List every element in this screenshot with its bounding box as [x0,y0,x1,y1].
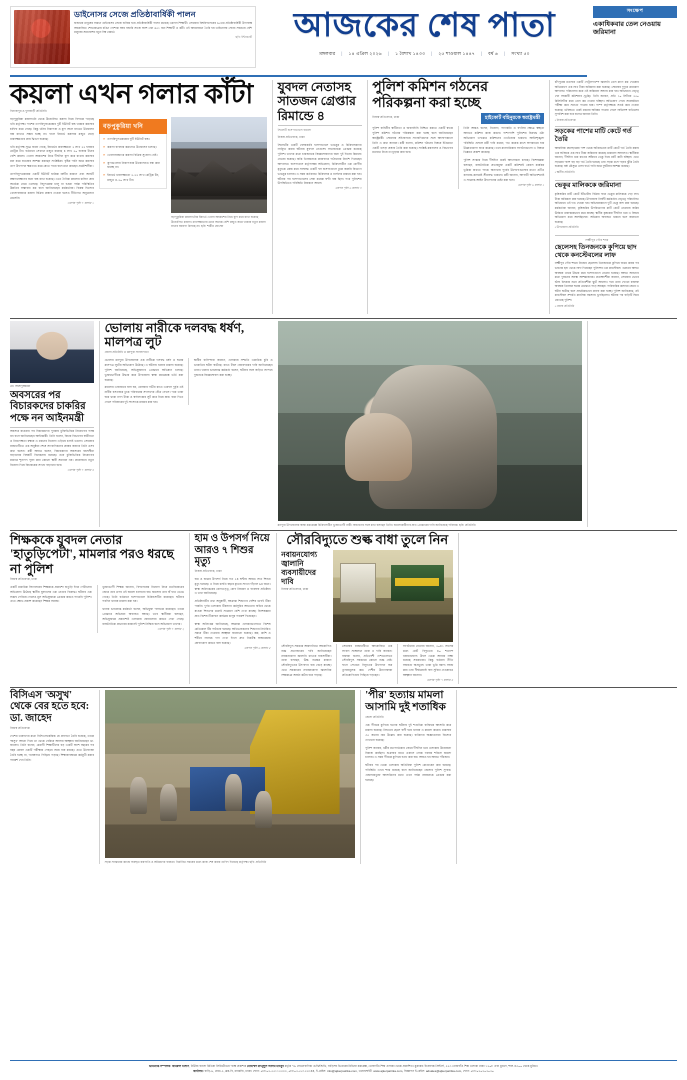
lead-body-1: বড়পুকুরিয়া কয়লাখনি থেকে উত্তোলিত কয়লা নিয়ে বিপাকে পড়েছে খনি কর্তৃপক্ষ। পাশের তাপবিদ্যুৎকেন্দ্রের দুটি ইউনিট বন্ধ থাকায় কয়লার চাহিদা কমে গেছে। কিন্তু খনির নিরাপত্তা ও কূপ সচল রাখতে উত্তোলন বন্ধ রাখাও সম্ভব হচ্ছে না। ফলে ইয়ার্ডে কয়লার মজুত বেড়ে ধারণক্ষমতার প্রায় দ্বিগুণ হয়েছে। [10,117,94,141]
measles-body-3: স্বাস্থ্য অধিদপ্তর জানিয়েছে, আক্রান্ত এলাকাগুলোতে বিশেষ মেডিকেল টিম পাঠানো হয়েছে। অভিভাবকদের শিশুদের নির্ধারিত সময়ে টিকা দেওয়ার আহ্বান জানানো হয়েছে। জ্বর, কাশি ও শরীরে লালচে দাগ দেখা দিলে দ্রুত নিকটস্থ স্বাস্থ্যকেন্দ্রে যোগাযোগ করতে বলা হয়েছে। [194,621,271,646]
measles-body-2: প্রতিষ্ঠানটির তথ্য অনুযায়ী, আক্রান্ত শিশুদের বেশির ভাগই টিকা পায়নি। দুর্গম এলাকায় টিকাদান কর্মসূচির আওতার বাইরে থেকে যাওয়া শিশুদের মধ্যেই সংক্রমণ বেশি দেখা যাচ্ছে। বিশেষজ্ঞরা দ্রুত বিশেষ টিকাদান কার্যক্রম চালুর পরামর্শ দিয়েছেন। [194,599,271,618]
dateline-hijri: ২৫ শাওয়াল ১৪৪৭ [438,51,475,56]
list-item [103,137,163,142]
bhola-body-2: মামলার এজাহারে বলা হয়, রোববার গভীর রাতে একদল দুর্বৃত্ত ওই নারীর বসতঘরে ঢুকে পরিবারের সদস্যদের বেঁধে ফেলে। পরে তারা ঘরে থাকা নগদ টাকা ও স্বর্ণালংকার লুট করে নিয়ে যায়। বাধা দিতে গেলে পরিবারের দুই সদস্যকে মারধর করা হয়। [104,385,184,404]
promo-credit: ছবি: ইন্টারনেট [235,34,252,39]
teacher-byline: নিজস্ব প্রতিবেদক, ঢাকা [10,576,38,581]
police-continued[interactable]: এরপর পৃষ্ঠা ৬ কলাম ১ [517,182,545,187]
lead-byline: দিনাজপুর ও ফুলবাড়ী প্রতিনিধি [10,109,47,114]
pir-headline[interactable]: 'পীর' হত্যায় মামলা আসামি দুই শতাধিক [365,689,446,714]
second-band [10,321,677,528]
solar-body-2: সোমবার রাজধানীতে আয়োজিত এক সংবাদ সম্মেলনে তারা এ দাবি জানান। বক্তারা বলেন, প্রতিবেশী দেশগুলোতে সৌরবিদ্যুৎ সরঞ্জামে কোনো শুল্ক নেই। ফলে সেখানে বিদ্যুতের উৎপাদন ব্যয় তুলনামূলক কম। দেশীয় উদ্যোক্তারা প্রতিযোগিতায় পিছিয়ে পড়ছেন। [342,643,393,678]
measles-continued[interactable]: এরপর পৃষ্ঠা ৬ কলাম ৫ [244,646,271,651]
briefs-sidebar-lower [593,321,677,528]
measles-story [195,533,271,684]
footer-office-label: কার্যালয়: [193,1068,204,1073]
masthead-rule [10,75,587,77]
road-photo-block [105,690,355,865]
brief-source: • স্থানীয় প্রতিনিধি [554,169,575,174]
bcs-story [10,690,94,865]
bullet-text: তাপবিদ্যুৎকেন্দ্রের দুটি ইউনিট বন্ধ। [107,137,150,142]
teacher-continued[interactable]: এরপর পৃষ্ঠা ৭ কলাম ২ [157,626,184,631]
brief-headline[interactable]: সড়কের পাশের মাটি কেটে গর্ত তৈরি [554,128,632,144]
police-body-3: পুলিশ সংস্কার নিয়ে দীর্ঘদিন ধরেই আলোচনা চলছে। বিশেষজ্ঞরা বলছেন, রাজনৈতিক প্রভাবমুক্ত একটি কমিশনই কেবল কার্যকর ভূমিকা রাখতে পারে। অন্যথায় পূর্বের উদ্যোগগুলোর মতো এটিও কাগজে-কলমেই সীমাবদ্ধ থাকবে। মন্ত্রী জানান, আগামী অধিবেশনেই এ সংক্রান্ত আইন উত্থাপনের চেষ্টা করা হবে। [463,158,545,182]
bhola-story [105,321,583,528]
footer-contact [10,1069,677,1074]
pir-body-1: এক পীরকে কুপিয়ে হত্যার ঘটনায় দুই শতাধিক ব্যক্তিকে আসামি করে মামলা হয়েছে। নিহতের ছেলে বাদী হয়ে থানায় এ মামলা করেন। মামলায় ৩৫ জনের নাম উল্লেখ করা হয়েছে। বাকিদের অজ্ঞাতনামা হিসেবে দেখানো হয়েছে। [365,723,452,742]
third-band [10,533,677,684]
solar-photo [333,550,453,642]
brief-headline[interactable]: ভেকুর মালিককে জরিমানা [554,182,621,190]
solar-headline[interactable]: সৌরবিদ্যুতে শুল্ক বাধা তুলে নিন [286,532,449,548]
list-item[interactable] [555,128,639,175]
jubdal-continued[interactable]: এরপর পৃষ্ঠা ৬ কলাম ৩ [335,186,362,191]
solar-body-3: সংগঠনের নেতারা জানান, ২০৪১ সালের মধ্যে মোট বিদ্যুতের ৪০ শতাংশ নবায়নযোগ্য উৎস থেকে আনার লক্ষ্য রয়েছে সরকারের। কিন্তু বর্তমান নীতি সহায়তা অপ্রতুল। তারা ভূমি বরাদ্দ সহজ করা এবং দীর্ঘমেয়াদি ঋণ সুবিধা দেওয়ারও আহ্বান জানান। [402,643,454,678]
briefs-header: সংক্ষেপ [593,6,677,18]
minister-body: অবসরে যাওয়ার পর বিচারকদের পুনরায় চুক্তিভিত্তিক নিয়োগের পক্ষে নন বলে জানিয়েছেন আইনমন্ত্রী। তিনি বলেন, বিচার বিভাগের স্বাধীনতা ও নিরপেক্ষতা রক্ষায় এ ধরনের নিয়োগ এড়িয়ে চলাই ভালো। সোমবার রাজধানীতে এক অনুষ্ঠান শেষে সাংবাদিকদের প্রশ্নের জবাবে তিনি এসব কথা বলেন। মন্ত্রী আরও বলেন, বিচারকদের অবসরের বয়সসীমা বাড়ানোর বিষয়টি বিবেচনায় রয়েছে। তবে চুক্তিভিত্তিক নিয়োগের মাধ্যমে শূন্যপদ পূরণ করা কোনো স্থায়ী সমাধান নয়। প্রয়োজনে নতুন নিয়োগ দিয়ে বিচারকের সংখ্যা বাড়ানো হবে। [10,429,94,468]
dateline-bengali: ১ বৈশাখ ১৪৩৩ [395,51,426,56]
list-item [103,161,163,171]
bullet-text: খোলাবাজারে কয়লা বিক্রির সুযোগ নেই। [107,152,158,157]
footer-editor-name: কামরুল হাসান [171,1063,190,1068]
teacher-headline[interactable]: শিক্ষককে যুবদল নেতার 'হাতুড়িপেটা', মামলার পরও ধরছে না পুলিশ [10,533,174,576]
bhola-headline[interactable]: ভোলায় নারীকে দলবদ্ধ ধর্ষণ, মালপত্র লুট [104,320,245,349]
solar-byline: নিজস্ব প্রতিবেদক, ঢাকা [281,587,309,591]
brief-headline[interactable]: ছেলেসহ তিনজনকে কুপিয়ে ছাদ থেকে কনস্টেবলের লাফ [554,243,637,259]
solar-body-1: সৌরবিদ্যুৎ সরঞ্জাম আমদানিতে আরোপিত শুল্ক প্রত্যাহারের দাবি জানিয়েছেন নবায়নযোগ্য জ্বালানি খাতের ব্যবসায়ীরা। তারা বলছেন, উচ্চ শুল্কের কারণে সৌরবিদ্যুতের উৎপাদন ব্যয় বেড়ে যাচ্ছে। এতে সরকারের নবায়নযোগ্য জ্বালানির লক্ষ্যমাত্রা অর্জন কঠিন হয়ে পড়ছে। [281,643,332,678]
bullet-icon: » [103,159,106,165]
briefs-column-header [593,6,677,41]
brief-source: • উপজেলা প্রতিনিধি [554,225,579,230]
bullet-icon: » [103,172,106,178]
lead-headline[interactable]: কয়লা এখন গলার কাঁটা [10,79,253,110]
footer-publisher: মোহাম্মদ মাহমুদুল আলম মাহবুব [246,1063,284,1068]
police-body-2: তিনি আরও বলেন, নিয়োগ, পদোন্নতি ও বদলির ক্ষেত্রে স্বচ্ছতা আনতে কমিশন কাজ করবে। পাশাপাশি পুলিশের বিরুদ্ধে ওঠা অভিযোগ তদন্তেও কমিশনের এখতিয়ার থাকবে। আইনশৃঙ্খলা পরিস্থিতি প্রসঙ্গে মন্ত্রী দাবি করেন, গত কয়েক মাসে অপরাধের হার উল্লেখযোগ্য হারে কমেছে। তবে মানবাধিকার সংগঠনগুলো এ বিষয়ে ভিন্নমত প্রকাশ করেছে। [463,126,545,155]
footer [10,1060,677,1075]
bcs-headline[interactable]: বিসিএস 'অসুখ' থেকে বের হতে হবে: ডা. জাহেদ [10,689,90,725]
solar-subhead: নবায়নযোগ্য জ্বালানি ব্যবসায়ীদের দাবি [281,549,317,586]
dateline-day: মঙ্গলবার [319,51,336,56]
measles-byline: নিজস্ব প্রতিবেদক, ঢাকা [194,568,222,573]
brief-headline[interactable]: একাধিকবার তেল নেওয়ায় জরিমানা [593,21,661,36]
column-divider [367,80,368,313]
police-tag: হাইকোর্ট বহিনুরকে স্বরাষ্ট্রমন্ত্রী [481,113,544,124]
bullet-icon: » [103,144,106,150]
briefs-sidebar [555,80,639,313]
jubdal-body: সিলেটের একটি বেসরকারি হাসপাতালে ভাঙচুর ও চিকিৎসকদের লাঞ্ছিত করার ঘটনায় যুবদল নেতাসহ সাতজনকে গ্রেপ্তার করেছে পুলিশ। তাদের মধ্যে চারজনকে জিজ্ঞাসাবাদের জন্য দুই দিনের রিমান্ডে নেওয়া হয়েছে। বাকি তিনজনকে কারাগারে পাঠানোর নির্দেশ দিয়েছেন আদালত। হাসপাতাল কর্তৃপক্ষের অভিযোগ, চিকিৎসাধীন এক রোগীর মৃত্যুকে কেন্দ্র করে সংঘবদ্ধ একটি দল হাসপাতালে ঢুকে জরুরি বিভাগে ভাঙচুর চালায়। এ সময় কর্তব্যরত চিকিৎসক ও নার্সদের মারধর করা হয়। ঘটনার পর হাসপাতালের সেবা কয়েক ঘণ্টা বন্ধ ছিল। পরে পুলিশের উপস্থিতিতে পরিস্থিতি নিয়ন্ত্রণে আসে। [277,142,362,186]
lead-continued[interactable]: এরপর পৃষ্ঠা ৭ কলাম ১ [67,201,94,206]
teacher-body-3: থানার ভারপ্রাপ্ত কর্মকর্তা বলেন, অভিযুক্ত পলাতক রয়েছেন। তাকে গ্রেপ্তারে অভিযান অব্যাহত আছে। তবে স্থানীয়রা বলছেন, অভিযুক্তকে প্রকাশ্যেই এলাকায় ঘোরাফেরা করতে দেখা গেছে। রাজনৈতিক প্রভাবের কারণেই পুলিশ নিষ্ক্রিয় বলে অভিযোগ তাদের। [102,607,184,626]
jubdal-byline: নিজস্ব প্রতিবেদক, ঢাকা [277,134,305,139]
police-story [372,80,544,313]
police-byline: নিজস্ব প্রতিবেদক, ঢাকা [372,115,400,120]
column-divider [456,690,457,865]
main-content [10,80,677,313]
lead-photo [171,117,267,213]
list-item [103,145,163,150]
dateline-year: বর্ষ ৬ [488,51,498,56]
list-item[interactable] [555,238,639,310]
bullet-text: কয়লা ব্যবহার কমলেও উত্তোলন চলছে। [107,145,157,150]
masthead-title: আজকের শেষ পাতা [293,8,556,44]
measles-headline[interactable]: হাম ও উপসর্গ নিয়ে আরও ৭ শিশুর মৃত্যু [194,533,270,568]
brief-text: আঞ্চলিক মহাসড়কের পাশ থেকে অবৈধভাবে মাটি কেটে গর্ত তৈরি করায় এক ব্যক্তিকে এক লাখ টাকা জরিমানা করেছে ভ্রাম্যমাণ আদালত। স্থানীয়রা জানান, দীর্ঘদিন ধরে রাতের আঁধারে ভেকু দিয়ে মাটি কাটা হচ্ছিল। এতে সড়কের পাশে বড় বড় গর্ত তৈরি হয়েছে এবং সড়ক ধসে পড়ার ঝুঁকি তৈরি হয়েছে। বর্ষা মৌসুমে এসব গর্তে পানি জমে দুর্ঘটনার আশঙ্কা রয়েছে। [554,145,639,169]
brief-text: কৃষিজমির মাটি কেটে ইটভাটায় বিক্রির দায়ে ভেকুর মালিককে দেড় লাখ টাকা জরিমানা করা হয়েছে। উপজেলা নির্বাহী কর্মকর্তার নেতৃত্বে পরিচালিত অভিযানে এই দণ্ড দেওয়া হয়। অভিযানকালে দুটি ভেকু জব্দ করা হয়েছে। কর্মকর্তারা জানান, কৃষিজমির উপরিভাগের মাটি কেটে নেওয়ায় জমির উর্বরতা মারাত্মকভাবে কমে যাচ্ছে। স্থানীয় কৃষকেরা দীর্ঘদিন ধরে এ বিষয়ে অভিযোগ করে আসছিলেন। অভিযান অব্যাহত থাকবে বলে জানানো হয়েছে। [554,192,639,224]
briefs-sidebar-lower-2 [464,533,548,684]
footer-rest: কর্তৃক ৭৯ সেগুনবাগিচা এ/বি/সি/ডি, বাড়িসহ ভিতরের মিডিয়া কমপ্লেক্স, তেজগাঁও শিল্প এলাকা থেকে প্রকাশিত। মুদ্রাকর: ইত্তেফাক প্রিন্টার্স, ২২৩ তেজগাঁও শিল্প এলাকা ঢাকা ১২০৮ এবং মুদ্রণে, শরৎ ৪৩০০ থেকে মুদ্রিত। [284,1063,539,1068]
briefs-sidebar-lower-3 [462,690,546,865]
minister-headline[interactable]: অবসরের পর বিচারকদের চাকরির পক্ষে নন আইনমন্ত্রী [10,389,86,424]
pir-body-3: ঘটনার পর থেকে এলাকায় অতিরিক্ত পুলিশ মোতায়েন করা হয়েছে। পরিস্থিতি এখন শান্ত রয়েছে বলে জানিয়েছেন জেলার পুলিশ সুপার। এজাহারভুক্ত আসামিদের মধ্যে এখন পর্যন্ত নয়জনকে গ্রেপ্তার করা হয়েছে। [365,763,452,782]
jubdal-kicker: সিলেটি হাসপাতালে হামলা [277,127,312,132]
lead-text-column [10,117,94,229]
solar-continued[interactable]: এরপর পৃষ্ঠা ৭ কলাম ৫ [426,677,454,682]
bhola-photo-caption: মনপুরা উপজেলার স্বাস্থ্য কমপ্লেক্সে চিকিৎসাধীন ভুক্তভোগী নারী। স্বজনদের সঙ্গে কথা বলছেন তিনি। হামলাকারীদের দ্রুত গ্রেপ্তারের দাবি জানিয়েছে পরিবার। ছবি: প্রতিনিধি [277,522,476,527]
minister-continued[interactable]: এরপর পৃষ্ঠা ৭ কলাম ৪ [67,468,94,472]
masthead [264,6,585,58]
road-photo [105,690,355,858]
promo-box[interactable] [10,6,256,68]
teacher-story [10,533,184,684]
brief-kicker: লক্ষ্মীপুর পৌর শহর [585,237,609,242]
column-divider [272,80,273,313]
dateline-issue: সংখ্যা ৫০ [511,51,530,56]
footer-editor-label: ভারপ্রাপ্ত সম্পাদক: [148,1063,172,1068]
teacher-body-1: একটি মাধ্যমিক বিদ্যালয়ের শিক্ষককে প্রকাশ্যে হাতুড়ি দিয়ে পেটানোর অভিযোগ উঠেছে স্থানীয় যুবদলের এক নেতার বিরুদ্ধে। ঘটনার এক সপ্তাহ পেরিয়ে গেলেও মূল অভিযুক্তকে গ্রেপ্তার করতে পারেনি পুলিশ। এতে ক্ষোভ প্রকাশ করেছেন শিক্ষক সমাজ। [10,584,92,604]
bullet-text: কূপগুলোর নিরাপত্তায় উত্তোলনও বন্ধ করা যাচ্ছে না। [107,160,160,170]
lead-factbox [99,119,167,189]
bhola-body-1: ভোলার মনপুরা উপজেলায় এক নারীকে দলবদ্ধ ধর্ষণ ও ঘরের মালপত্র লুটের অভিযোগ উঠেছে। এ ঘটনায় থানায় মামলা হয়েছে। পুলিশ জানিয়েছে, অভিযুক্তদের গ্রেপ্তারে অভিযান চলছে। ভুক্তভোগীকে উদ্ধার করে উপজেলা স্বাস্থ্য কমপ্লেক্সে ভর্তি করা হয়েছে। [104,358,184,382]
jubdal-story [278,80,362,313]
jubdal-headline[interactable]: যুবদল নেতাসহ সাতজন গ্রেপ্তার রিমান্ডে ৪ [277,80,356,123]
dateline-gregorian: ১৪ এপ্রিল ২০২৬ [348,51,382,56]
lead-body-2: খনি কর্তৃপক্ষ সূত্রে জানা গেছে, ইয়ার্ডের ধারণক্ষমতা ২ লাখ ২২ হাজার মেট্রিক টন। বর্তমানে সেখানে মজুত রয়েছে ৪ লাখ ২০ হাজার টনের বেশি কয়লা। খোলা আকাশের নিচে দীর্ঘদিন স্তূপ করে রাখায় কয়লার মান কমে যাওয়ার আশঙ্কা করছেন সংশ্লিষ্টরা। বৃষ্টির পানি জমে কয়লার তাপ উৎপাদন ক্ষমতাও কমে যেতে পারে বলে মনে করছেন প্রকৌশলীরা। [10,144,94,168]
column-divider [587,321,588,528]
minister-photo-caption: মো. আসাদুজ্জামান [10,383,31,388]
lead-photo-caption: বড়পুকুরিয়া কয়লাখনির ইয়ার্ডে খোলা আকাশের নিচে স্তূপ করে রাখা হয়েছে উত্তোলিত কয়লা। ধারণক্ষমতার চেয়ে অনেক বেশি মজুত জমে থাকায় নতুন কয়লা রাখার জায়গা মিলছে না। ছবি: শামীম হোসেন [171,215,266,229]
bcs-byline: নিজস্ব প্রতিবেদক [10,725,30,730]
dateline: মঙ্গলবার | ১৪ এপ্রিল ২০২৬ | ১ বৈশাখ ১৪৩৩ | ২৫ শাওয়াল ১৪৪৭ | বর্ষ ৬ | সংখ্যা ৫০ [264,50,585,58]
bullet-text: ইয়ার্ডে ধারণক্ষমতা ২.২২ লাখ মেট্রিক টন, মজুত ৪.২০ লাখ টন। [107,173,160,183]
police-headline[interactable]: পুলিশ কমিশন গঠনের পরিকল্পনা করা হচ্ছে [372,80,488,112]
footer-office-text: বাড়ি-৯, রোড-২, ব্লক-বি, ধানমন্ডি, ঢাকা। ফোন: +৮৮০২-৫৫১১২২৩৩, +৮৮০২-৫৫১২২৩৪৪, ই-মেইল: info@ajkerpatrika.com, ওয়েবসাইট: www.ajkerpatrika.com, বিজ্ঞাপন ই-মেইল: adsales@ajkerpatrika.com, ফোন: +৮৮০২০২০২০২০ [204,1068,494,1073]
lead-body-3: তাপবিদ্যুৎকেন্দ্রের একটি ইউনিট যান্ত্রিক ত্রুটির কারণে এবং অন্যটি রক্ষণাবেক্ষণের জন্য বন্ধ রাখা হয়েছে। এতে দৈনিক কয়লার চাহিদা প্রায় অর্ধেকে নেমে এসেছে। বিদ্যুৎকেন্দ্র চালু না হওয়া পর্যন্ত পরিস্থিতির উন্নতির সম্ভাবনা কম বলে জানিয়েছেন কর্মকর্তারা। বিকল্প হিসেবে খোলাবাজারে কয়লা বিক্রির প্রস্তাব দেওয়া হলেও নীতিগত অনুমোদন মেলেনি। [10,171,94,201]
top-strip [10,6,677,72]
column-divider [99,321,100,528]
pir-byline: জেলা প্রতিনিধি [365,715,384,720]
brief-source: • জেলা প্রতিনিধি [554,303,575,308]
column-divider [360,690,361,865]
road-photo-caption: সড়ক সংস্কারের কাজে ব্যবহৃত যন্ত্রপাতি ও শ্রমিকদের ব্যস্ততা। নির্ধারিত সময়ের মধ্যে কাজ শেষ করার তাগিদ দিয়েছে কর্তৃপক্ষ। ছবি: প্রতিনিধি [104,859,267,864]
bcs-body: দেশের তরুণদের মধ্যে বিসিএসকেন্দ্রিক যে প্রবণতা তৈরি হয়েছে, তাকে 'অসুখ' আখ্যা দিয়ে তা থেকে বেরিয়ে আসার আহ্বান জানিয়েছেন ডা. জাহেদ। তিনি বলেন, মেধাবী শিক্ষার্থীদের বড় একটি অংশ বছরের পর বছর কেবল একটি পরীক্ষার পেছনে সময় ব্যয় করছে। এতে উদ্যোক্তা তৈরি হচ্ছে না, গবেষণাও পিছিয়ে পড়ছে। শিক্ষাব্যবস্থাকে কর্মমুখী করার পরামর্শ দেন তিনি। [10,733,94,762]
column-divider [276,533,277,684]
solar-story [281,533,453,684]
bhola-byline: জেলা প্রতিনিধি ও মনপুরা সংবাদদাতা [104,350,149,355]
brief-source: • নিজস্ব প্রতিবেদক [554,117,576,122]
bhola-photo [278,321,583,521]
column-divider [99,690,100,865]
column-divider [549,80,550,313]
promo-photo [14,10,70,64]
footer-mid: , নিউজ বাংলা মিডিয়া লিমিটেডের পক্ষে প্রকাশক [189,1063,247,1068]
column-divider [189,533,190,684]
column-divider [458,533,459,684]
pir-story [365,690,451,865]
promo-headline: ডাইনোসর সেজে প্রতিষ্ঠাবার্ষিকী পালন [74,10,196,19]
brief-text: চাঁদপুরের মতলবে একটি পেট্রলপাম্পে জ্বালানি তেল মাপে কম দেওয়ার অভিযোগে এক লাখ টাকা জরিমানা করা হয়েছে। সোমবার দুপুরে ভ্রাম্যমাণ আদালত পরিচালনা করে এই জরিমানা আদায় করা হয়। অভিযানে নেতৃত্ব দেন সহকারী কমিশনার (ভূমি)। তিনি জানান, প্রতি ১০ লিটারে ২৫০ মিলিলিটার করে তেল কম দেওয়া হচ্ছিল। অভিযোগ পেয়ে সরেজমিনে পরীক্ষা করে সত্যতা পাওয়া যায়। পাম্প কর্তৃপক্ষকে সতর্ক করে দেওয়া হয়েছে। ভবিষ্যতে একই ধরনের অনিয়ম পাওয়া গেলে লাইসেন্স বাতিলের সুপারিশ করা হবে বলেও জানান তিনি। [554,80,639,117]
bullet-icon: » [103,151,106,157]
minister-photo [10,321,94,383]
minister-story [10,321,94,528]
list-item[interactable] [555,182,639,231]
lead-tag: বড়পুকুরিয়া খনি [99,119,167,134]
measles-body-1: হাম ও হামের উপসর্গ নিয়ে গত ২৪ ঘণ্টায় আরও সাত শিশুর মৃত্যু হয়েছে। এ নিয়ে চলতি বছরে মৃতের সংখ্যা দাঁড়াল ৬৪ জনে। স্বাস্থ্য অধিদপ্তরের রোগতত্ত্ব, রোগ নিয়ন্ত্রণ ও গবেষণা প্রতিষ্ঠান এ তথ্য জানিয়েছে। [194,576,271,596]
teacher-body-2: ভুক্তভোগী শিক্ষক জানান, বিদ্যালয়ের নিয়োগ নিয়ে মতবিরোধের জেরে তার ওপর এই হামলা চালানো হয়। হামলায় তার বাঁ হাত ভেঙে গেছে। তিনি বর্তমানে হাসপাতালে চিকিৎসাধীন রয়েছেন। ঘটনার পরদিন থানায় মামলা করা হয়। [102,584,184,604]
list-item [103,153,163,158]
lead-bullet-list [99,134,167,189]
list-item [103,173,163,183]
bhola-body-3: স্থানীয় বাসিন্দারা জানান, এলাকায় সম্প্রতি একাধিক চুরি ও ডাকাতির ঘটনা ঘটেছে। রাতে টহল জোরদারের দাবি জানিয়েছেন তারা। থানার ভারপ্রাপ্ত কর্মকর্তা বলেন, ঘটনার সঙ্গে জড়িত সন্দেহে দুজনকে জিজ্ঞাসাবাদ করা হচ্ছে। [193,358,273,377]
promo-text: হাজারো মানুষের সামনে ডাইনোসর সেজে হাজির হয়ে প্রতিষ্ঠাবার্ষিকী পালন করেছে একদল শিক্ষার্থী। সোমবার বিশ্ববিদ্যালয়ের ৬৫তম প্রতিষ্ঠাবার্ষিকী উপলক্ষে আয়োজিত শোভাযাত্রায় রঙিন পোশাক আর বাহারি সাজে অংশ নেন ৬৫১ জন শিক্ষার্থী ও কর্মী। এই আয়োজনে তৈরি হয় ডাইনোসর সেজে সবচেয়ে বেশি মানুষের সমাবেশের নতুন বিশ্ব রেকর্ড। [74,21,252,35]
brief-text: লক্ষ্মীপুর পৌর শহরে নিজের ছেলেসহ তিনজনকে কুপিয়ে জখম করার পর ভবনের ছাদ থেকে লাফ দিয়েছেন পুলিশের এক কনস্টেবল। গুরুতর আহত অবস্থায় তাকে উদ্ধার করে হাসপাতালে নেওয়া হয়েছে। আহত অন্যদের মধ্যে দুজনের অবস্থা আশঙ্কাজনক। প্রত্যক্ষদর্শীরা জানান, সোমবার ভোরে হঠাৎ চিৎকার শুনে প্রতিবেশীরা ছুটে আসেন। পরে তারা দেখেন রক্তাক্ত অবস্থায় তিনজন ঘরের মেঝেতে পড়ে আছেন। পারিবারিক কলহের জেরে এ ঘটনা ঘটেছে বলে প্রাথমিকভাবে ধারণা করা হচ্ছে। পুলিশ জানিয়েছে, ওই কনস্টেবল সম্প্রতি মানসিক সমস্যায় ভুগছিলেন। ঘটনার পর বাড়িটি ঘিরে রেখেছে পুলিশ। [554,261,639,302]
fourth-band [10,690,677,865]
police-body-1: পুলিশ বাহিনীর স্বাধীনতা ও জবাবদিহি নিশ্চিত করতে একটি স্বতন্ত্র পুলিশ কমিশন গঠনের পরিকল্পনা করা হচ্ছে বলে জানিয়েছেন স্বরাষ্ট্রমন্ত্রী। সোমবার সচিবালয়ে সাংবাদিকদের সঙ্গে আলাপকালে তিনি এ কথা জানান। মন্ত্রী বলেন, কমিশন গঠনের বিষয়ে ইতিমধ্যে একটি খসড়া প্রস্তাব তৈরি করা হয়েছে। সংশ্লিষ্ট মন্ত্রণালয় ও বিভাগের মতামত নিয়ে তা চূড়ান্ত করা হবে। [372,126,453,155]
pir-body-2: পুলিশ জানায়, ধর্মীয় মতপার্থক্যের জেরে দীর্ঘদিন ধরে এলাকায় উত্তেজনা বিরাজ করছিল। শুক্রবার রাতে একদল লোক দরবার শরিফে হামলা চালায়। এ সময় পীরকে কুপিয়ে হত্যা করা হয়। আহত হন আরও পাঁচজন। [365,745,452,760]
bullet-icon: » [103,136,106,142]
